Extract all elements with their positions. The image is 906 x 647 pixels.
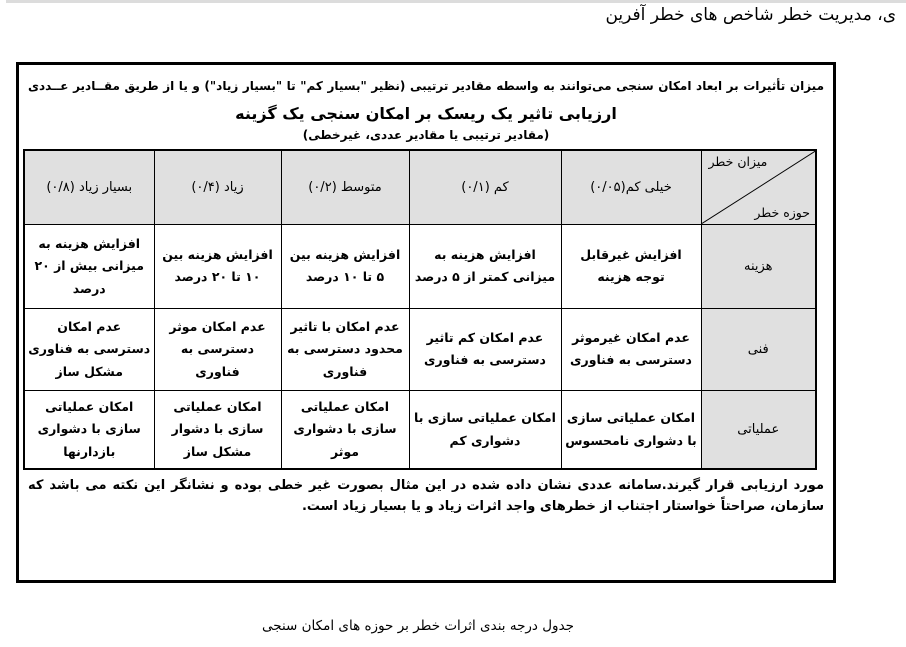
row-header-cost: هزینه bbox=[701, 224, 816, 308]
matrix-cell: افزایش هزینه به میزانی کمتر از ۵ درصد bbox=[409, 224, 561, 308]
matrix-cell: عدم امکان غیرموثر دسترسی به فناوری bbox=[561, 308, 701, 390]
corner-diagonal-cell bbox=[701, 150, 816, 224]
matrix-cell: عدم امکان موثر دسترسی به فناوری bbox=[154, 308, 281, 390]
column-header-medium: متوسط (۰/۲) bbox=[281, 150, 409, 224]
content-frame bbox=[16, 62, 836, 583]
table-row-operational bbox=[24, 390, 816, 469]
matrix-cell: عدم امکان کم تاثیر دسترسی به فناوری bbox=[409, 308, 561, 390]
matrix-cell: امکان عملیاتی سازی با دشواری کم bbox=[409, 390, 561, 469]
matrix-cell: افزایش هزینه به میزانی بیش از ۲۰ درصد bbox=[24, 224, 154, 308]
matrix-cell: امکان عملیاتی سازی با دشواری نامحسوس bbox=[561, 390, 701, 469]
risk-domain-axis-label: حوزه خطر bbox=[754, 204, 810, 220]
risk-matrix-table bbox=[23, 149, 817, 470]
matrix-cell: افزایش هزینه بین ۵ تا ۱۰ درصد bbox=[281, 224, 409, 308]
column-header-very-high: بسیار زیاد (۰/۸) bbox=[24, 150, 154, 224]
table-row-cost bbox=[24, 224, 816, 308]
matrix-cell: عدم امکان با تاثیر محدود دسترسی به فناوری bbox=[281, 308, 409, 390]
row-header-operational: عملیاتی bbox=[701, 390, 816, 469]
table-row-technical bbox=[24, 308, 816, 390]
column-header-high: زیاد (۰/۴) bbox=[154, 150, 281, 224]
matrix-cell: عدم امکان دسترسی به فناوری مشکل ساز bbox=[24, 308, 154, 390]
risk-level-axis-label: میزان خطر bbox=[708, 154, 768, 170]
table-title: ارزیابی تاثیر یک ریسک بر امکان سنجی یک گزینه bbox=[235, 104, 617, 124]
column-header-very-low: خیلی کم(۰/۰۵) bbox=[561, 150, 701, 224]
header-row bbox=[24, 150, 816, 224]
matrix-cell: افزایش غیرقابل توجه هزینه bbox=[561, 224, 701, 308]
matrix-cell: افزایش هزینه بین ۱۰ تا ۲۰ درصد bbox=[154, 224, 281, 308]
document-heading: ی، مدیریت خطر شاخص های خطر آفرین bbox=[605, 5, 896, 25]
intro-paragraph: میزان تأثیرات بر ابعاد امکان سنجی می‌توانند به واسطه مقادیر ترتیبی (نظیر "بسیار کم" تا "بسیار زیاد") و یا از طریق مقــادیر عــددی bbox=[28, 79, 824, 93]
row-header-technical: فنی bbox=[701, 308, 816, 390]
table-caption: جدول درجه بندی اثرات خطر بر حوزه های امکان سنجی bbox=[262, 618, 574, 634]
footer-note: مورد ارزیابی قرار گیرند.سامانه عددی نشان داده شده در این مثال بصورت غیر خطی بوده و نشانگر این نکته می باشد که سازمان، صراحتاً خواستار اجتناب از خطرهای واجد اثرات زیاد و یا بسیار زیاد است. bbox=[28, 478, 824, 515]
matrix-cell: امکان عملیاتی سازی با دشواری بازدارنها bbox=[24, 390, 154, 469]
column-header-low: کم (۰/۱) bbox=[409, 150, 561, 224]
page-top-edge-strip bbox=[6, 0, 906, 3]
matrix-cell: امکان عملیاتی سازی با دشوار مشکل ساز bbox=[154, 390, 281, 469]
table-subtitle: (مقادیر ترتیبی یا مقادیر عددی، غیرخطی) bbox=[302, 128, 550, 143]
matrix-cell: امکان عملیاتی سازی با دشواری موثر bbox=[281, 390, 409, 469]
